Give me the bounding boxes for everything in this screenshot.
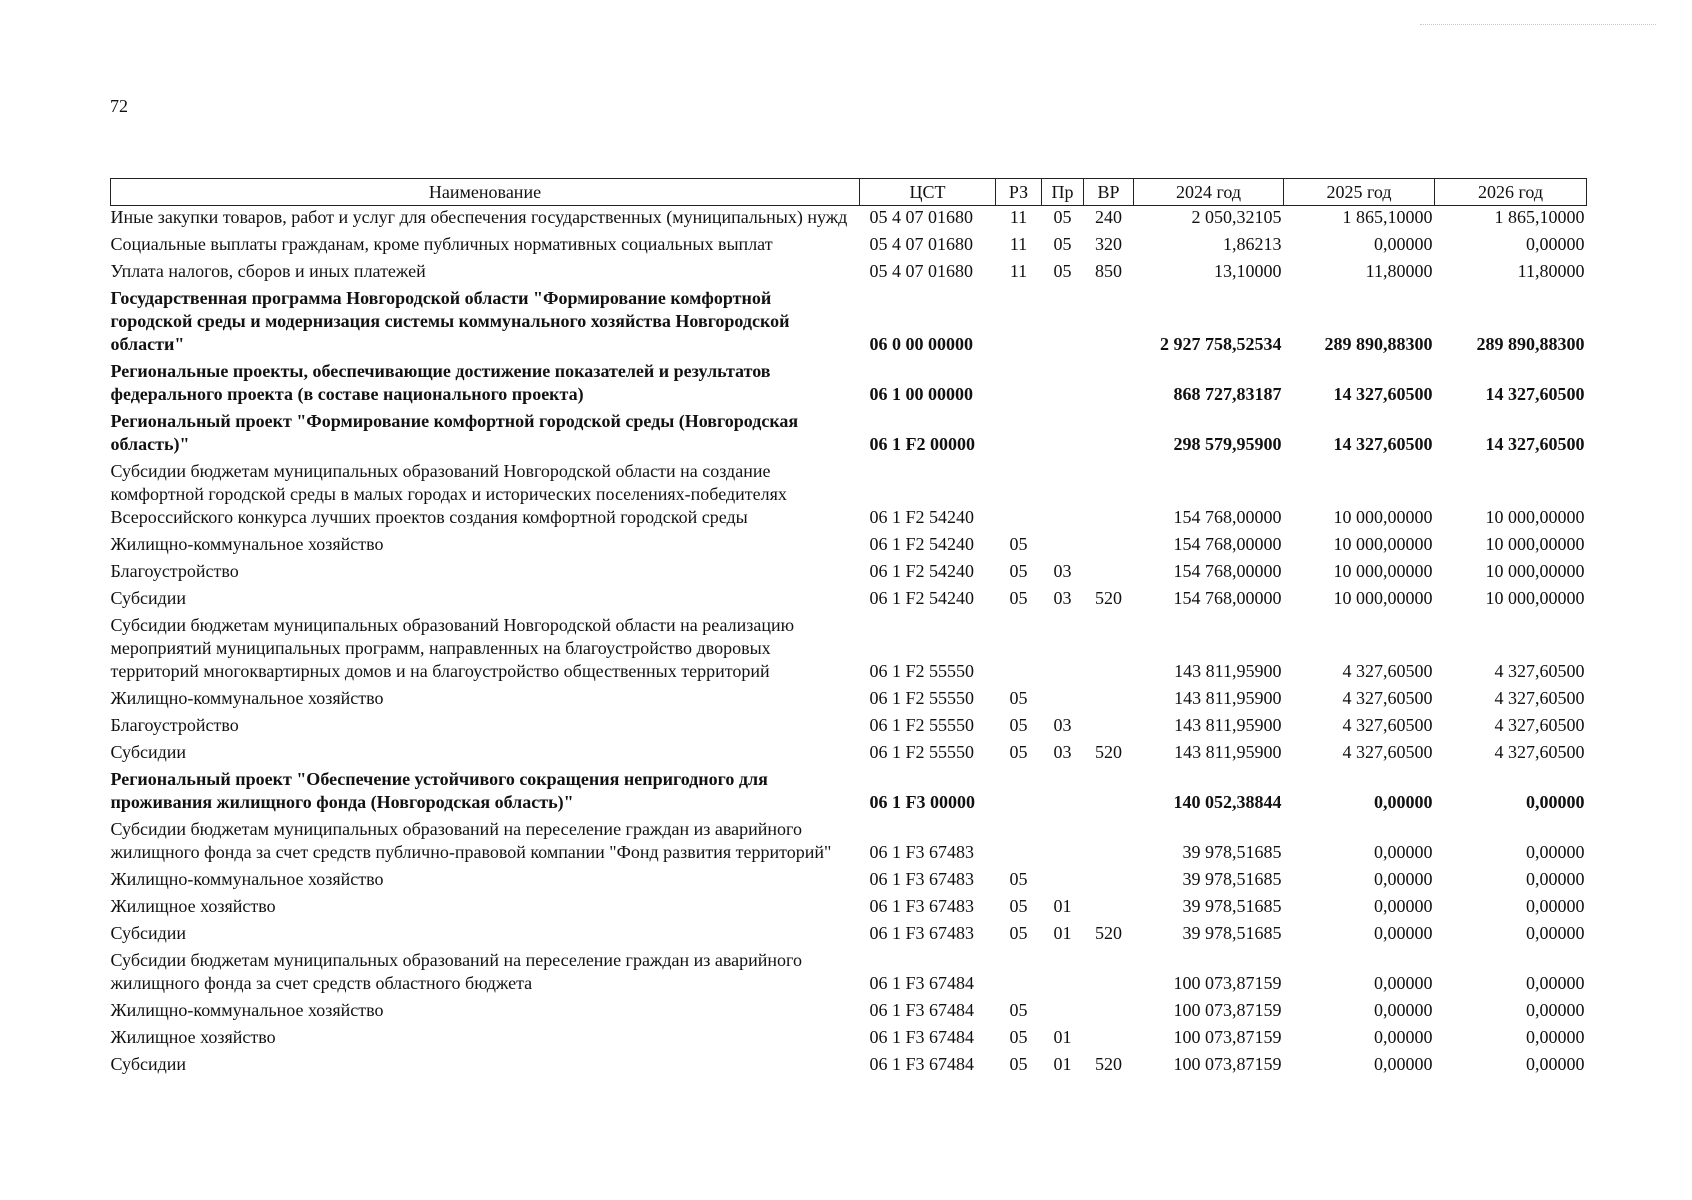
header-2024: 2024 год xyxy=(1134,179,1284,206)
cell-2024: 100 073,87159 xyxy=(1173,1000,1282,1020)
cell-vr: 240 xyxy=(1095,207,1122,227)
cell-code: 06 1 F2 55550 xyxy=(869,715,975,735)
table-row xyxy=(111,260,1587,287)
cell-rz: 05 xyxy=(1009,1000,1028,1020)
cell-pr xyxy=(1042,360,1084,410)
table-row xyxy=(111,233,1587,260)
cell-vr: 320 xyxy=(1095,234,1122,254)
cell-2026: 10 000,00000 xyxy=(1485,588,1585,608)
cell-2025: 0,00000 xyxy=(1374,1000,1433,1020)
table-row xyxy=(111,768,1587,818)
cell-pr: 01 xyxy=(1053,1027,1072,1047)
cell-2025: 0,00000 xyxy=(1374,896,1433,916)
cell-2025: 0,00000 xyxy=(1374,973,1433,993)
cell-2025: 10 000,00000 xyxy=(1333,588,1433,608)
cell-2024: 298 579,95900 xyxy=(1173,434,1282,454)
cell-name: Государственная программа Новгородской области "Формирование комфортной городской среды и модернизация системы коммунального хозяйства Новгородской области" xyxy=(110,288,790,354)
header-code: ЦСТ xyxy=(860,179,996,206)
cell-2024: 143 811,95900 xyxy=(1174,742,1282,762)
cell-code: 06 1 F2 00000 xyxy=(869,434,975,454)
cell-2024: 100 073,87159 xyxy=(1173,1054,1282,1074)
header-rz: РЗ xyxy=(996,179,1042,206)
cell-2026: 0,00000 xyxy=(1526,896,1585,916)
cell-2026: 289 890,88300 xyxy=(1476,334,1585,354)
cell-2025: 0,00000 xyxy=(1374,792,1433,812)
cell-2024: 140 052,38844 xyxy=(1173,792,1282,812)
cell-code: 06 1 F3 67483 xyxy=(869,923,975,943)
cell-2024: 154 768,00000 xyxy=(1173,588,1282,608)
cell-vr xyxy=(1084,360,1134,410)
cell-pr xyxy=(1042,999,1084,1026)
cell-vr xyxy=(1084,1026,1134,1053)
table-row xyxy=(111,460,1587,533)
cell-vr: 520 xyxy=(1095,1054,1122,1074)
cell-2026: 1 865,10000 xyxy=(1494,207,1585,227)
cell-name: Благоустройство xyxy=(110,715,239,735)
table-row xyxy=(111,999,1587,1026)
cell-rz: 05 xyxy=(1009,715,1028,735)
cell-2026: 14 327,60500 xyxy=(1485,434,1585,454)
cell-2025: 10 000,00000 xyxy=(1333,561,1433,581)
cell-name: Жилищно-коммунальное хозяйство xyxy=(110,1000,384,1020)
cell-2025: 14 327,60500 xyxy=(1333,434,1433,454)
cell-name: Жилищное хозяйство xyxy=(110,896,276,916)
cell-code: 06 1 F3 67483 xyxy=(869,896,975,916)
cell-rz xyxy=(996,460,1042,533)
cell-vr xyxy=(1084,768,1134,818)
cell-2025: 0,00000 xyxy=(1374,869,1433,889)
cell-name: Субсидии бюджетам муниципальных образований на переселение граждан из аварийного жилищного фонда за счет средств публично-правовой компании "Фонд развития территорий" xyxy=(110,819,832,862)
page-number: 72 xyxy=(110,96,128,116)
cell-2024: 143 811,95900 xyxy=(1174,715,1282,735)
cell-vr xyxy=(1084,949,1134,999)
cell-pr: 01 xyxy=(1053,896,1072,916)
cell-2025: 4 327,60500 xyxy=(1342,688,1433,708)
cell-code: 06 1 F2 54240 xyxy=(869,534,975,554)
cell-2026: 0,00000 xyxy=(1526,842,1585,862)
cell-2025: 14 327,60500 xyxy=(1333,384,1433,404)
table-row xyxy=(111,741,1587,768)
cell-2025: 4 327,60500 xyxy=(1342,742,1433,762)
cell-name: Жилищное хозяйство xyxy=(110,1027,276,1047)
cell-2026: 0,00000 xyxy=(1526,1000,1585,1020)
cell-2024: 154 768,00000 xyxy=(1173,507,1282,527)
cell-code: 05 4 07 01680 xyxy=(869,234,973,254)
cell-vr xyxy=(1084,460,1134,533)
table-row xyxy=(111,949,1587,999)
cell-code: 06 1 F3 67484 xyxy=(869,1027,975,1047)
cell-rz: 11 xyxy=(1009,234,1028,254)
cell-pr xyxy=(1042,768,1084,818)
cell-pr xyxy=(1042,287,1084,360)
cell-vr xyxy=(1084,687,1134,714)
cell-pr xyxy=(1042,533,1084,560)
cell-code: 05 4 07 01680 xyxy=(869,261,973,281)
cell-name: Субсидии бюджетам муниципальных образований Новгородской области на реализацию мероприятий муниципальных программ, направленных на благоустройство дворовых территорий многоквартирных домов и на благоустройство общественных территорий xyxy=(110,615,795,681)
cell-pr: 01 xyxy=(1053,923,1072,943)
cell-name: Региональный проект "Обеспечение устойчивого сокращения непригодного для проживания жилищного фонда (Новгородская область)" xyxy=(110,769,768,812)
cell-2025: 0,00000 xyxy=(1374,1027,1433,1047)
cell-2026: 0,00000 xyxy=(1526,1054,1585,1074)
cell-name: Субсидии бюджетам муниципальных образований на переселение граждан из аварийного жилищного фонда за счет средств областного бюджета xyxy=(110,950,802,993)
cell-name: Жилищно-коммунальное хозяйство xyxy=(110,869,384,889)
cell-2025: 10 000,00000 xyxy=(1333,507,1433,527)
cell-rz: 05 xyxy=(1009,869,1028,889)
cell-2026: 4 327,60500 xyxy=(1494,742,1585,762)
cell-name: Субсидии xyxy=(110,588,187,608)
table-row xyxy=(111,1053,1587,1080)
table-row xyxy=(111,206,1587,234)
cell-code: 06 0 00 00000 xyxy=(869,334,973,354)
cell-2026: 14 327,60500 xyxy=(1485,384,1585,404)
cell-rz: 11 xyxy=(1009,207,1028,227)
cell-2025: 0,00000 xyxy=(1374,1054,1433,1074)
cell-2024: 154 768,00000 xyxy=(1173,534,1282,554)
table-body xyxy=(111,206,1587,1081)
cell-rz xyxy=(996,768,1042,818)
cell-rz: 05 xyxy=(1009,534,1028,554)
cell-name: Субсидии бюджетам муниципальных образований Новгородской области на создание комфортной городской среды в малых городах и исторических поселениях-победителях Всероссийского конкурса лучших проектов создания комфортной городской среды xyxy=(110,461,787,527)
cell-pr: 05 xyxy=(1053,234,1072,254)
cell-vr xyxy=(1084,614,1134,687)
cell-rz xyxy=(996,287,1042,360)
cell-2026: 0,00000 xyxy=(1526,923,1585,943)
cell-2024: 39 978,51685 xyxy=(1182,869,1282,889)
cell-vr: 520 xyxy=(1095,588,1122,608)
table-row xyxy=(111,922,1587,949)
cell-vr xyxy=(1084,868,1134,895)
cell-code: 06 1 F3 67483 xyxy=(869,869,975,889)
cell-pr: 01 xyxy=(1053,1054,1072,1074)
cell-vr xyxy=(1084,714,1134,741)
cell-pr xyxy=(1042,949,1084,999)
cell-2026: 4 327,60500 xyxy=(1494,688,1585,708)
cell-2026: 0,00000 xyxy=(1526,869,1585,889)
cell-code: 06 1 F3 67484 xyxy=(869,973,975,993)
cell-rz xyxy=(996,818,1042,868)
cell-2024: 13,10000 xyxy=(1214,261,1282,281)
table-row xyxy=(111,287,1587,360)
table-row xyxy=(111,560,1587,587)
table-row xyxy=(111,895,1587,922)
cell-vr: 520 xyxy=(1095,923,1122,943)
cell-2025: 1 865,10000 xyxy=(1342,207,1433,227)
cell-2026: 0,00000 xyxy=(1526,234,1585,254)
cell-rz: 05 xyxy=(1009,1054,1028,1074)
cell-vr xyxy=(1084,287,1134,360)
cell-code: 06 1 F3 67484 xyxy=(869,1000,975,1020)
cell-2024: 143 811,95900 xyxy=(1174,688,1282,708)
cell-2026: 4 327,60500 xyxy=(1494,661,1585,681)
cell-name: Социальные выплаты гражданам, кроме публичных нормативных социальных выплат xyxy=(110,234,773,254)
cell-vr: 850 xyxy=(1095,261,1122,281)
cell-pr xyxy=(1042,687,1084,714)
cell-pr: 05 xyxy=(1053,261,1072,281)
cell-2025: 4 327,60500 xyxy=(1342,661,1433,681)
scan-artifact-line xyxy=(1420,24,1656,25)
cell-rz: 05 xyxy=(1009,896,1028,916)
cell-rz xyxy=(996,949,1042,999)
cell-2024: 39 978,51685 xyxy=(1182,842,1282,862)
table-row xyxy=(111,410,1587,460)
cell-2024: 39 978,51685 xyxy=(1182,923,1282,943)
cell-pr: 03 xyxy=(1053,588,1072,608)
cell-name: Субсидии xyxy=(110,923,187,943)
cell-pr: 03 xyxy=(1053,561,1072,581)
cell-rz xyxy=(996,614,1042,687)
cell-pr: 03 xyxy=(1053,742,1072,762)
table-header-row xyxy=(111,179,1587,206)
cell-code: 06 1 F2 55550 xyxy=(869,661,975,681)
cell-pr xyxy=(1042,614,1084,687)
cell-pr xyxy=(1042,818,1084,868)
cell-vr xyxy=(1084,999,1134,1026)
cell-2025: 0,00000 xyxy=(1374,234,1433,254)
budget-table xyxy=(110,178,1587,1080)
table-row xyxy=(111,587,1587,614)
cell-code: 06 1 00 00000 xyxy=(869,384,973,404)
cell-name: Иные закупки товаров, работ и услуг для обеспечения государственных (муниципальных) нужд xyxy=(110,207,848,227)
header-vr: ВР xyxy=(1084,179,1134,206)
cell-vr xyxy=(1084,410,1134,460)
table-row xyxy=(111,868,1587,895)
cell-2026: 0,00000 xyxy=(1526,792,1585,812)
cell-pr: 03 xyxy=(1053,715,1072,735)
cell-name: Субсидии xyxy=(110,1054,187,1074)
cell-2026: 10 000,00000 xyxy=(1485,561,1585,581)
cell-2025: 289 890,88300 xyxy=(1324,334,1433,354)
cell-vr: 520 xyxy=(1095,742,1122,762)
cell-2024: 39 978,51685 xyxy=(1182,896,1282,916)
header-name: Наименование xyxy=(111,179,860,206)
cell-2025: 0,00000 xyxy=(1374,842,1433,862)
cell-rz: 05 xyxy=(1009,742,1028,762)
cell-2025: 11,80000 xyxy=(1365,261,1433,281)
cell-name: Региональный проект "Формирование комфортной городской среды (Новгородская область)" xyxy=(110,411,799,454)
cell-pr: 05 xyxy=(1053,207,1072,227)
cell-vr xyxy=(1084,560,1134,587)
cell-rz: 05 xyxy=(1009,923,1028,943)
cell-2025: 10 000,00000 xyxy=(1333,534,1433,554)
table-row xyxy=(111,360,1587,410)
cell-vr xyxy=(1084,895,1134,922)
cell-rz: 05 xyxy=(1009,588,1028,608)
cell-code: 06 1 F2 55550 xyxy=(869,688,975,708)
cell-code: 06 1 F3 67483 xyxy=(869,842,975,862)
cell-code: 06 1 F2 54240 xyxy=(869,507,975,527)
cell-2024: 868 727,83187 xyxy=(1173,384,1282,404)
cell-rz: 05 xyxy=(1009,1027,1028,1047)
cell-code: 06 1 F2 55550 xyxy=(869,742,975,762)
cell-rz: 05 xyxy=(1009,688,1028,708)
cell-name: Благоустройство xyxy=(110,561,239,581)
cell-code: 06 1 F2 54240 xyxy=(869,588,975,608)
cell-vr xyxy=(1084,818,1134,868)
table-row xyxy=(111,818,1587,868)
cell-rz: 11 xyxy=(1009,261,1028,281)
cell-rz: 05 xyxy=(1009,561,1028,581)
cell-2026: 11,80000 xyxy=(1517,261,1585,281)
cell-code: 06 1 F3 00000 xyxy=(869,792,975,812)
cell-2024: 100 073,87159 xyxy=(1173,973,1282,993)
header-2026: 2026 год xyxy=(1435,179,1587,206)
cell-name: Региональные проекты, обеспечивающие достижение показателей и результатов федерального проекта (в составе национального проекта) xyxy=(110,361,771,404)
table-row xyxy=(111,687,1587,714)
cell-2024: 154 768,00000 xyxy=(1173,561,1282,581)
cell-code: 05 4 07 01680 xyxy=(869,207,973,227)
cell-code: 06 1 F2 54240 xyxy=(869,561,975,581)
cell-2026: 10 000,00000 xyxy=(1485,507,1585,527)
cell-2024: 2 927 758,52534 xyxy=(1160,334,1282,354)
cell-2024: 2 050,32105 xyxy=(1191,207,1282,227)
cell-pr xyxy=(1042,460,1084,533)
cell-2024: 1,86213 xyxy=(1223,234,1282,254)
table-row xyxy=(111,614,1587,687)
cell-name: Жилищно-коммунальное хозяйство xyxy=(110,688,384,708)
cell-2026: 10 000,00000 xyxy=(1485,534,1585,554)
cell-name: Уплата налогов, сборов и иных платежей xyxy=(110,261,426,281)
cell-name: Субсидии xyxy=(110,742,187,762)
cell-code: 06 1 F3 67484 xyxy=(869,1054,975,1074)
cell-pr xyxy=(1042,868,1084,895)
cell-rz xyxy=(996,360,1042,410)
cell-2024: 143 811,95900 xyxy=(1174,661,1282,681)
cell-2025: 4 327,60500 xyxy=(1342,715,1433,735)
table-row xyxy=(111,714,1587,741)
cell-2026: 0,00000 xyxy=(1526,1027,1585,1047)
cell-name: Жилищно-коммунальное хозяйство xyxy=(110,534,384,554)
table-row xyxy=(111,1026,1587,1053)
header-2025: 2025 год xyxy=(1284,179,1435,206)
cell-2026: 4 327,60500 xyxy=(1494,715,1585,735)
cell-rz xyxy=(996,410,1042,460)
cell-pr xyxy=(1042,410,1084,460)
cell-2026: 0,00000 xyxy=(1526,973,1585,993)
cell-2025: 0,00000 xyxy=(1374,923,1433,943)
cell-vr xyxy=(1084,533,1134,560)
header-pr: Пр xyxy=(1042,179,1084,206)
table-row xyxy=(111,533,1587,560)
cell-2024: 100 073,87159 xyxy=(1173,1027,1282,1047)
